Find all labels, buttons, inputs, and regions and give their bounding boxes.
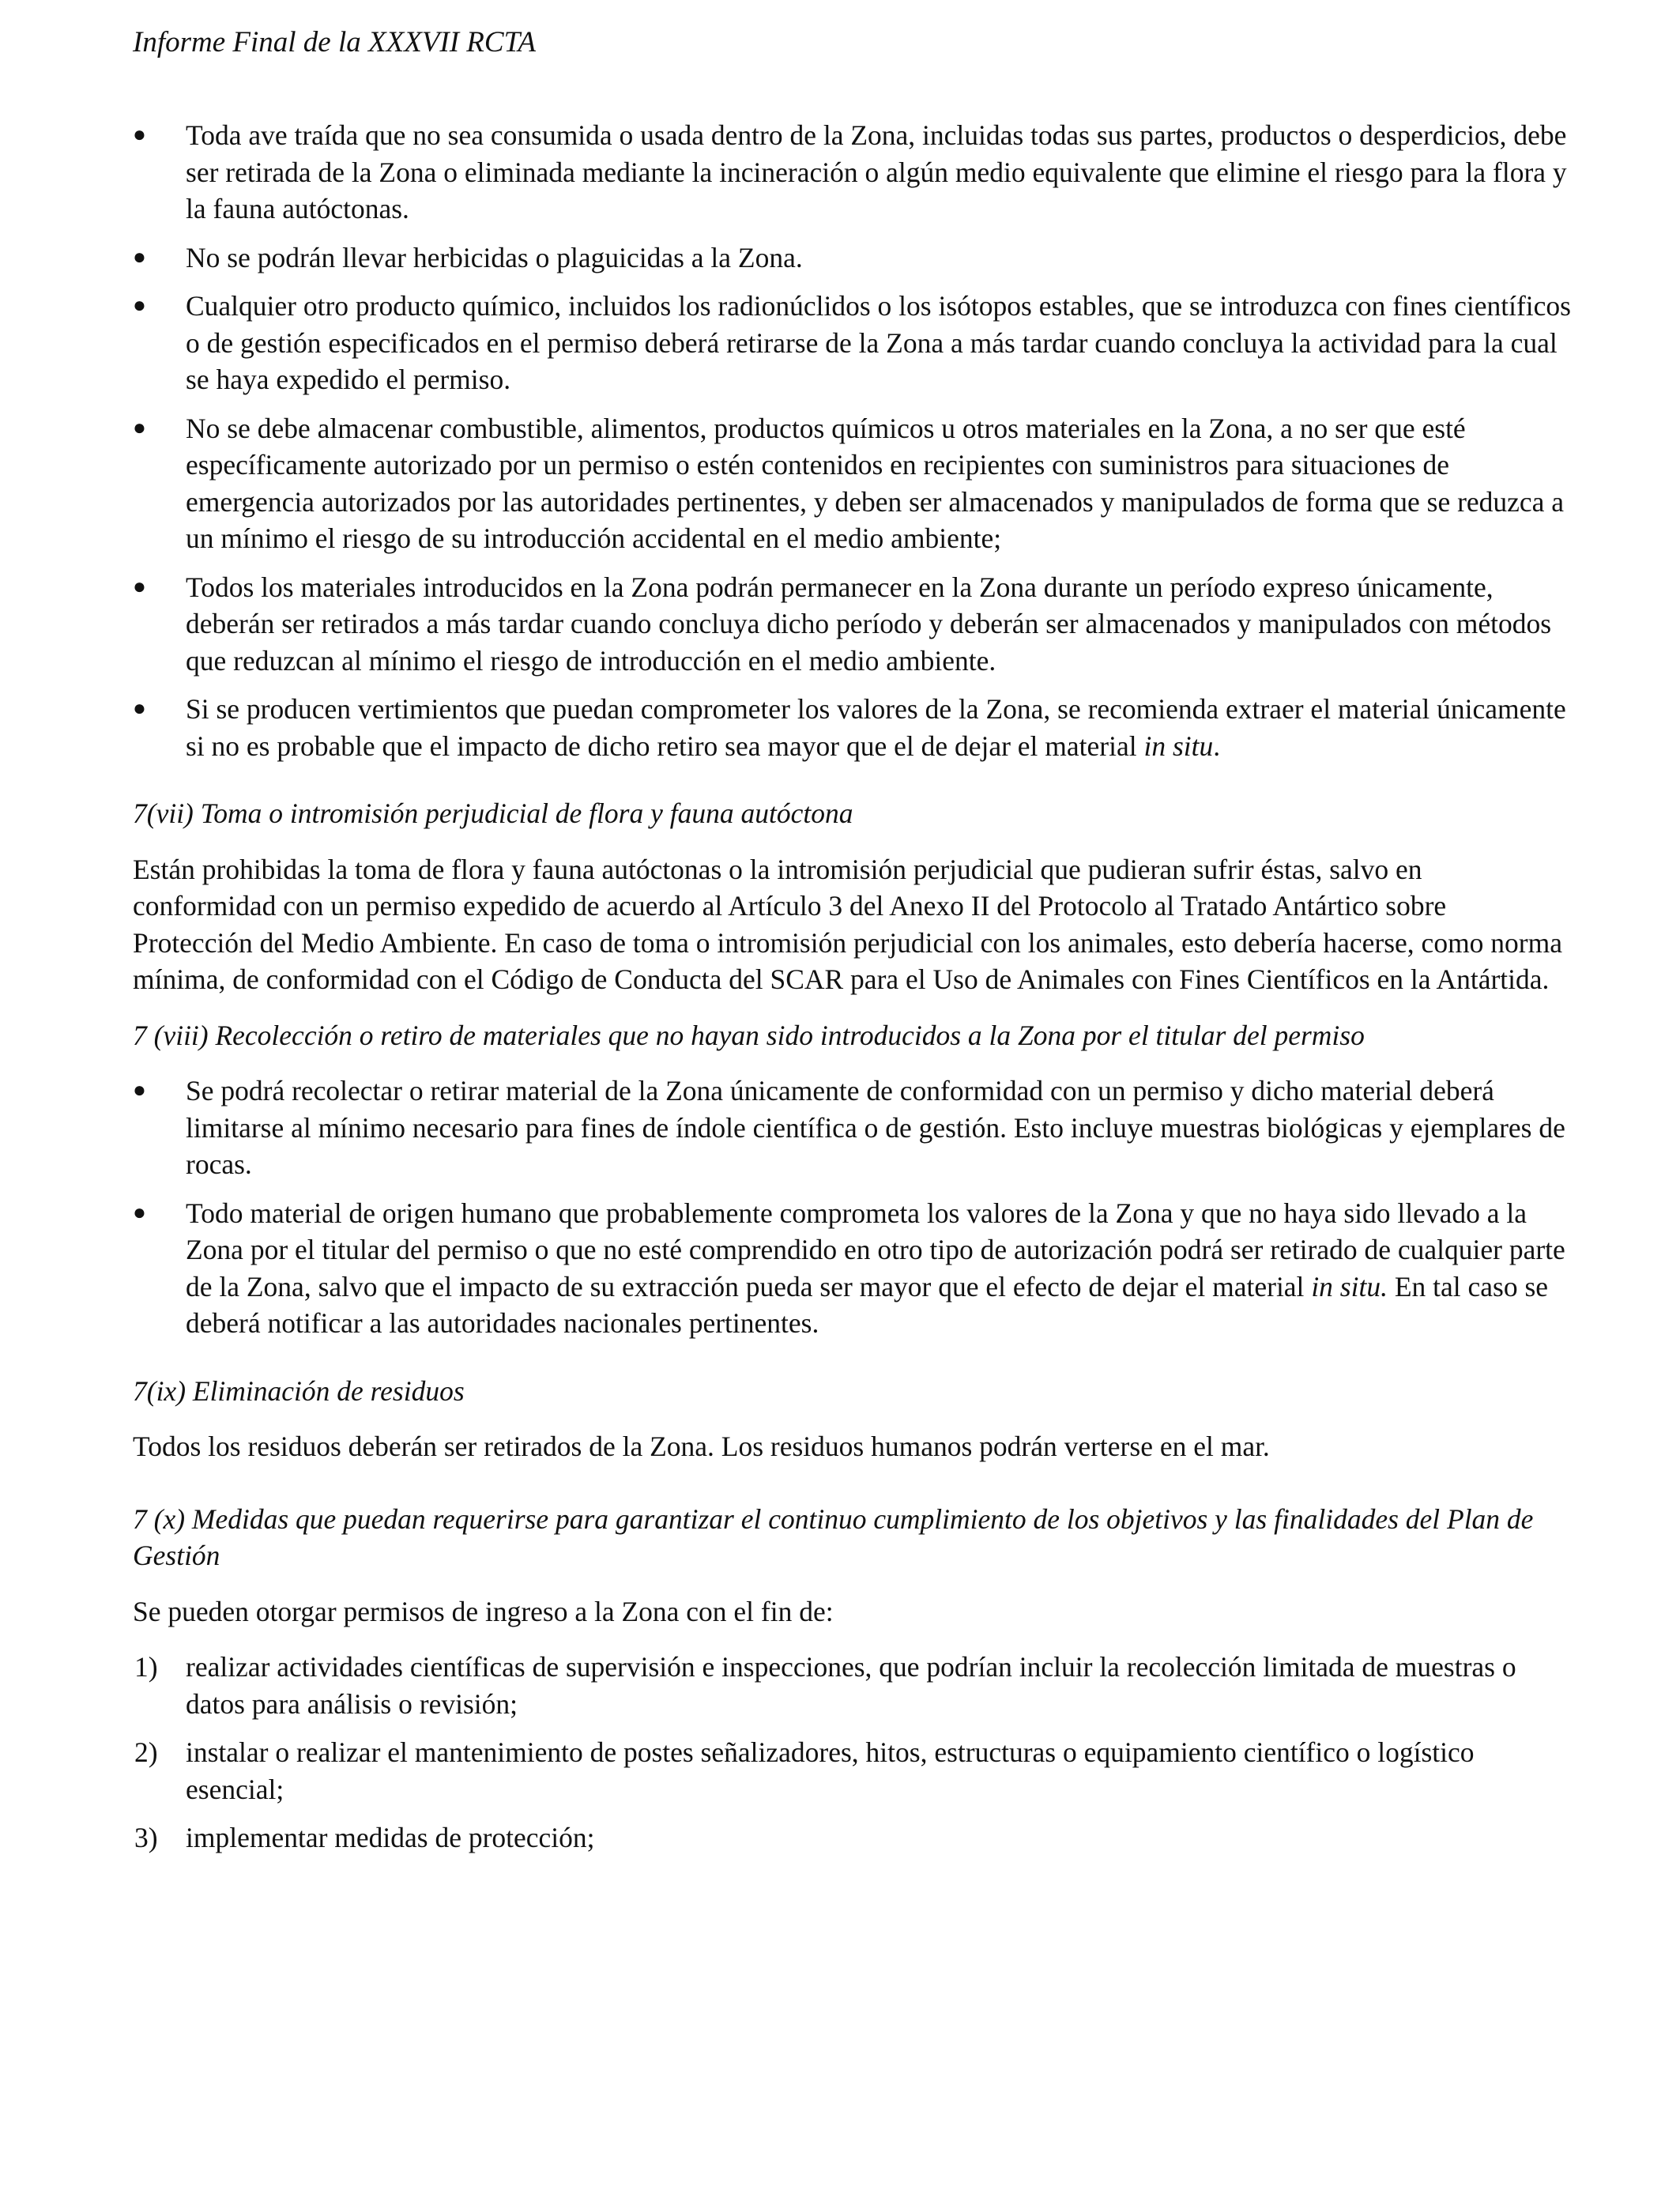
bullet-icon: ● bbox=[133, 574, 146, 599]
list-item-text: Si se producen vertimientos que puedan comprometer los valores de la Zona, se recomienda extraer el material únicamente si no es probable que el impacto de dicho retiro sea mayor que el de dejar el material bbox=[186, 693, 1566, 762]
bullet-icon: ● bbox=[133, 293, 146, 318]
italic-term: in situ bbox=[1143, 729, 1214, 762]
list-item-tail: En tal caso se deberá notificar a las autoridades nacionales pertinentes. bbox=[186, 1270, 1549, 1339]
list-item bbox=[133, 117, 1571, 228]
bullet-icon: ● bbox=[133, 244, 146, 270]
bullet-icon: ● bbox=[133, 123, 146, 147]
section-heading-viii: 7 (viii) Recolección o retiro de materiales que no hayan sido introducidos a la Zona por el titular del permiso bbox=[133, 1019, 1365, 1051]
section-x-intro: Se pueden otorgar permisos de ingreso a la Zona con el fin de: bbox=[133, 1595, 834, 1627]
list-item bbox=[133, 410, 1571, 557]
numbered-list-purposes bbox=[133, 1649, 1571, 1857]
bullet-list-collection bbox=[133, 1072, 1571, 1342]
list-item-text: Todo material de origen humano que probablemente comprometa los valores de la Zona y que no haya sido llevado a la Zona por el titular del permiso o que no esté comprendido en otro tipo de autorización podrá ser retirado de cualquier parte de la Zona, salvo que el impacto de su extracción pueda ser mayor que el efecto de dejar el material bbox=[186, 1197, 1565, 1302]
numbered-item-text: instalar o realizar el mantenimiento de postes señalizadores, hitos, estructuras o equipamiento científico o logístico esencial; bbox=[186, 1736, 1475, 1805]
bullet-icon: ● bbox=[133, 1078, 146, 1103]
list-item-text: Toda ave traída que no sea consumida o usada dentro de la Zona, incluidas todas sus partes, productos o desperdicios, debe ser retirada de la Zona o eliminada mediante la incineración o algún medio equivalente que elimine el riesgo para la flora y la fauna autóctonas. bbox=[186, 119, 1567, 224]
list-item bbox=[133, 288, 1571, 398]
list-item bbox=[133, 239, 1571, 277]
bullet-icon: ● bbox=[133, 696, 146, 721]
section-ix-paragraph: Todos los residuos deberán ser retirados de la Zona. Los residuos humanos podrán verterse en el mar. bbox=[133, 1431, 1270, 1462]
running-header: Informe Final de la XXXVII RCTA bbox=[133, 26, 537, 58]
list-item-text: No se podrán llevar herbicidas o plaguicidas a la Zona. bbox=[186, 241, 803, 273]
bullet-icon: ● bbox=[133, 1200, 146, 1225]
numbered-item-text: realizar actividades científicas de supervisión e inspecciones, que podrían incluir la recolección limitada de muestras o datos para análisis o revisión; bbox=[186, 1651, 1516, 1720]
document-page bbox=[133, 24, 1571, 1868]
list-item-text: Todos los materiales introducidos en la Zona podrán permanecer en la Zona durante un período expreso únicamente, deberán ser retirados a más tardar cuando concluya dicho período y deberán ser almacenados y manipulados con métodos que reduzcan al mínimo el riesgo de introducción en el medio ambiente. bbox=[186, 571, 1552, 677]
list-item bbox=[133, 569, 1571, 680]
section-vii-paragraph: Están prohibidas la toma de flora y fauna autóctonas o la intromisión perjudicial que pudieran sufrir éstas, salvo en conformidad con un permiso expedido de acuerdo al Artículo 3 del Anexo II del Protocolo al Tratado Antártico sobre Protección del Medio Ambiente. En caso de toma o intromisión perjudicial con los animales, esto debería hacerse, como norma mínima, de conformidad con el Código de Conducta del SCAR para el Uso de Animales con Fines Científicos en la Antártida. bbox=[133, 853, 1562, 995]
list-item-tail: . bbox=[1213, 729, 1221, 762]
list-item bbox=[133, 691, 1571, 764]
bullet-list-materials bbox=[133, 117, 1571, 764]
list-item-text: No se debe almacenar combustible, alimentos, productos químicos u otros materiales en la Zona, a no ser que esté específicamente autorizado por un permiso o estén contenidos en recipientes con suministros para situaciones de emergencia autorizados por las autoridades pertinentes, y deben ser almacenados y manipulados de forma que se reduzca a un mínimo el riesgo de su introducción accidental en el medio ambiente; bbox=[186, 412, 1565, 554]
list-item bbox=[133, 1072, 1571, 1183]
numbered-item bbox=[133, 1734, 1571, 1808]
bullet-icon: ● bbox=[133, 415, 146, 440]
numbered-item-text: implementar medidas de protección; bbox=[186, 1822, 595, 1853]
list-item-text: Se podrá recolectar o retirar material de la Zona únicamente de conformidad con un permiso y dicho material deberá limitarse al mínimo necesario para fines de índole científica o de gestión. Esto incluye muestras biológicas y ejemplares de rocas. bbox=[186, 1075, 1565, 1180]
numbered-item bbox=[133, 1649, 1571, 1722]
document-body bbox=[133, 117, 1571, 1857]
italic-term: in situ. bbox=[1311, 1270, 1388, 1302]
item-number: 2) bbox=[134, 1736, 158, 1768]
list-item-text: Cualquier otro producto químico, incluidos los radionúclidos o los isótopos estables, que se introduzca con fines científicos o de gestión especificados en el permiso deberá retirarse de la Zona a más tardar cuando concluya la actividad para la cual se haya expedido el permiso. bbox=[186, 290, 1571, 395]
item-number: 3) bbox=[134, 1822, 158, 1853]
numbered-item bbox=[133, 1819, 1571, 1857]
section-heading-vii: 7(vii) Toma o intromisión perjudicial de flora y fauna autóctona bbox=[133, 797, 853, 829]
item-number: 1) bbox=[134, 1651, 158, 1683]
list-item bbox=[133, 1195, 1571, 1342]
section-heading-x: 7 (x) Medidas que puedan requerirse para garantizar el continuo cumplimiento de los objetivos y las finalidades del Plan de Gestión bbox=[133, 1502, 1534, 1571]
section-heading-ix: 7(ix) Eliminación de residuos bbox=[133, 1374, 465, 1407]
